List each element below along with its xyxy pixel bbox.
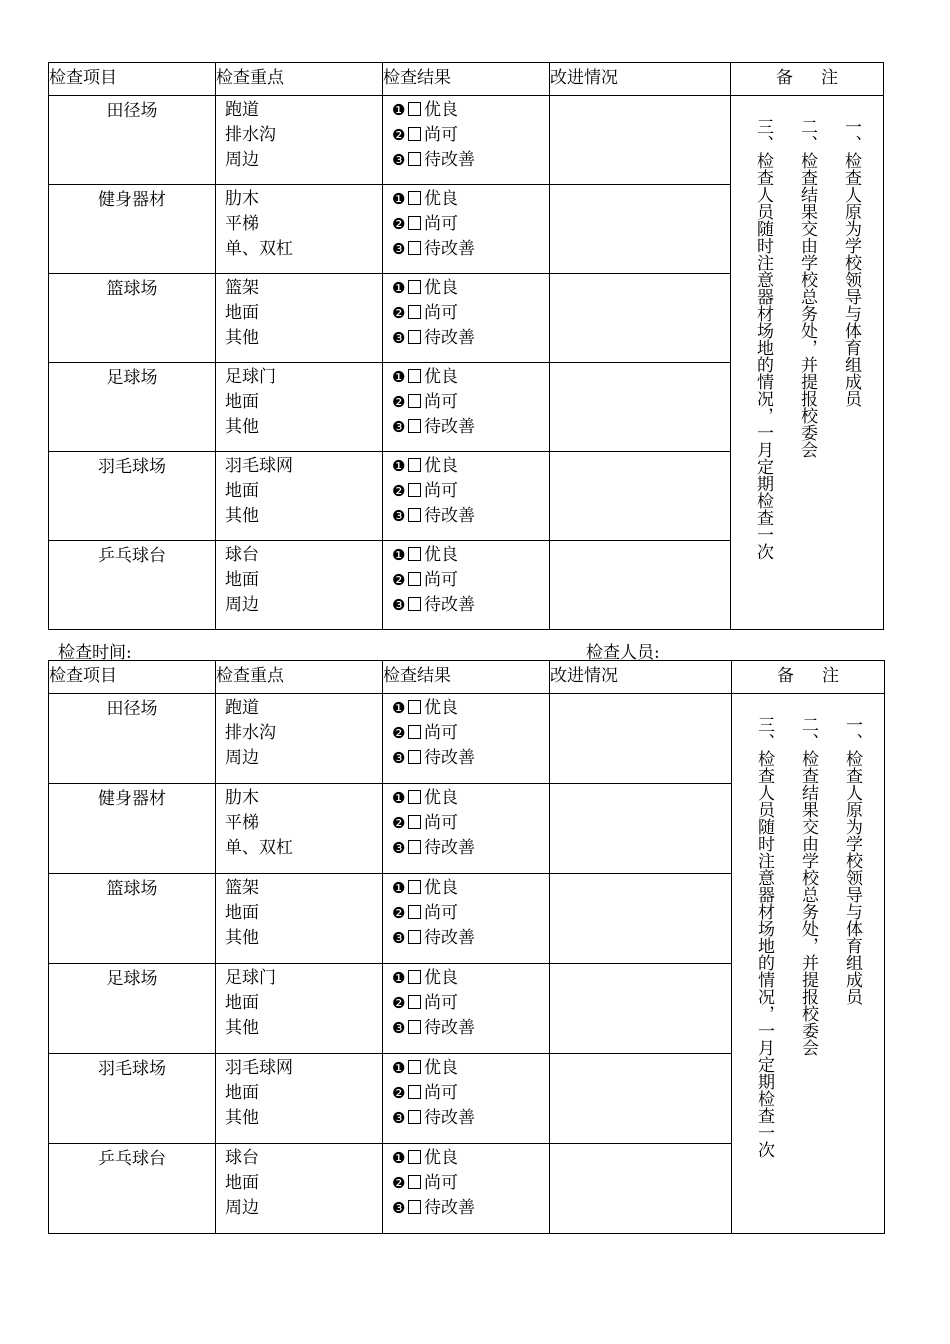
improvement-cell[interactable] xyxy=(550,784,732,874)
inspector-label: 检查人员: xyxy=(586,643,660,663)
focus-point: 其他 xyxy=(225,1018,259,1038)
focus-point: 肋木 xyxy=(225,788,259,808)
option-label: 尚可 xyxy=(424,303,458,323)
check-result xyxy=(383,363,550,452)
note-line: 二、检查结果交由学校总务处，并提报校委会 xyxy=(798,716,818,1056)
option-label: 尚可 xyxy=(424,903,458,923)
option-label: 尚可 xyxy=(424,723,458,743)
checkbox[interactable] xyxy=(408,330,421,344)
option-number: ❶ xyxy=(392,546,406,564)
checkbox[interactable] xyxy=(408,1020,421,1034)
check-result xyxy=(383,274,550,363)
option-number: ❸ xyxy=(392,1019,406,1037)
focus-point: 平梯 xyxy=(225,214,259,234)
option-label: 待改善 xyxy=(424,506,475,526)
option-label: 尚可 xyxy=(424,481,458,501)
result-option[interactable] xyxy=(392,991,549,1016)
checkbox[interactable] xyxy=(408,840,421,854)
focus-point: 地面 xyxy=(225,1173,259,1193)
result-option[interactable] xyxy=(392,212,549,237)
result-option[interactable] xyxy=(392,568,549,593)
inspection-form-1 xyxy=(48,62,884,630)
result-option[interactable] xyxy=(392,454,549,479)
check-focus xyxy=(216,874,383,964)
improvement-cell[interactable] xyxy=(550,1054,732,1144)
focus-point: 其他 xyxy=(225,328,259,348)
option-number: ❷ xyxy=(392,1174,406,1192)
check-result xyxy=(383,1054,550,1144)
table-row xyxy=(49,96,884,185)
option-label: 待改善 xyxy=(424,1018,475,1038)
result-option[interactable] xyxy=(392,415,549,440)
option-label: 待改善 xyxy=(424,838,475,858)
result-option[interactable] xyxy=(392,148,549,173)
option-label: 待改善 xyxy=(424,1198,475,1218)
focus-point: 羽毛球网 xyxy=(225,1058,293,1078)
option-number: ❶ xyxy=(392,1149,406,1167)
focus-point: 排水沟 xyxy=(225,723,276,743)
checkbox[interactable] xyxy=(408,102,421,116)
option-number: ❷ xyxy=(392,482,406,500)
focus-point: 地面 xyxy=(225,570,259,590)
checkbox[interactable] xyxy=(408,305,421,319)
note-line: 一、检查人原为学校领导与体育组成员 xyxy=(841,118,861,407)
improvement-cell[interactable] xyxy=(550,694,732,784)
header-result: 检查结果 xyxy=(383,661,550,694)
result-option[interactable] xyxy=(392,543,549,568)
checkbox[interactable] xyxy=(408,1110,421,1124)
option-number: ❸ xyxy=(392,1199,406,1217)
focus-point: 地面 xyxy=(225,903,259,923)
checkbox[interactable] xyxy=(408,1175,421,1189)
option-label: 尚可 xyxy=(424,813,458,833)
checkbox[interactable] xyxy=(408,241,421,255)
option-label: 优良 xyxy=(424,100,458,120)
check-item: 田径场 xyxy=(49,694,216,784)
check-item: 乒乓球台 xyxy=(49,1144,216,1234)
focus-point: 单、双杠 xyxy=(225,838,293,858)
option-label: 待改善 xyxy=(424,239,475,259)
header-improve: 改进情况 xyxy=(550,661,732,694)
option-number: ❷ xyxy=(392,571,406,589)
option-label: 待改善 xyxy=(424,748,475,768)
option-label: 尚可 xyxy=(424,214,458,234)
focus-point: 跑道 xyxy=(225,100,259,120)
result-option[interactable] xyxy=(392,123,549,148)
focus-point: 排水沟 xyxy=(225,125,276,145)
option-number: ❸ xyxy=(392,329,406,347)
option-label: 尚可 xyxy=(424,392,458,412)
result-option[interactable] xyxy=(392,504,549,529)
table-row xyxy=(49,694,885,784)
focus-point: 地面 xyxy=(225,481,259,501)
checkbox[interactable] xyxy=(408,970,421,984)
checkbox[interactable] xyxy=(408,1085,421,1099)
check-result xyxy=(383,96,550,185)
option-number: ❷ xyxy=(392,393,406,411)
result-option[interactable] xyxy=(392,479,549,504)
checkbox[interactable] xyxy=(408,905,421,919)
check-item: 足球场 xyxy=(49,964,216,1054)
result-option[interactable] xyxy=(392,326,549,351)
improvement-cell[interactable] xyxy=(550,964,732,1054)
focus-point: 地面 xyxy=(225,392,259,412)
checkbox[interactable] xyxy=(408,369,421,383)
improvement-cell[interactable] xyxy=(550,452,731,541)
check-item: 乒乓球台 xyxy=(49,541,216,630)
improvement-cell[interactable] xyxy=(550,874,732,964)
focus-point: 篮架 xyxy=(225,878,259,898)
header-row xyxy=(49,63,884,96)
check-focus xyxy=(216,363,383,452)
focus-point: 地面 xyxy=(225,303,259,323)
option-label: 优良 xyxy=(424,367,458,387)
result-option[interactable] xyxy=(392,237,549,262)
option-label: 优良 xyxy=(424,968,458,988)
note-line: 三、检查人员随时注意器材场地的情况，一月定期检查一次 xyxy=(754,716,774,1158)
option-label: 优良 xyxy=(424,278,458,298)
focus-point: 其他 xyxy=(225,417,259,437)
result-option[interactable] xyxy=(392,1081,549,1106)
result-option[interactable] xyxy=(392,276,549,301)
checkbox[interactable] xyxy=(408,191,421,205)
option-number: ❷ xyxy=(392,1084,406,1102)
header-notes: 备 注 xyxy=(731,63,884,96)
option-label: 尚可 xyxy=(424,993,458,1013)
checkbox[interactable] xyxy=(408,1150,421,1164)
result-option[interactable] xyxy=(392,390,549,415)
result-option[interactable] xyxy=(392,98,549,123)
result-option[interactable] xyxy=(392,1196,549,1221)
focus-point: 周边 xyxy=(225,595,259,615)
option-number: ❶ xyxy=(392,190,406,208)
option-number: ❸ xyxy=(392,749,406,767)
result-option[interactable] xyxy=(392,746,549,771)
check-result xyxy=(383,964,550,1054)
checkbox[interactable] xyxy=(408,700,421,714)
option-number: ❷ xyxy=(392,904,406,922)
checkbox[interactable] xyxy=(408,280,421,294)
improvement-cell[interactable] xyxy=(550,1144,732,1234)
checkbox[interactable] xyxy=(408,725,421,739)
check-focus xyxy=(216,1144,383,1234)
option-label: 优良 xyxy=(424,878,458,898)
note-line: 三、检查人员随时注意器材场地的情况，一月定期检查一次 xyxy=(753,118,773,560)
option-number: ❸ xyxy=(392,929,406,947)
note-line: 一、检查人原为学校领导与体育组成员 xyxy=(842,716,862,1005)
header-item: 检查项目 xyxy=(49,63,216,96)
checkbox[interactable] xyxy=(408,815,421,829)
focus-point: 球台 xyxy=(225,1148,259,1168)
option-number: ❶ xyxy=(392,279,406,297)
focus-point: 其他 xyxy=(225,506,259,526)
option-number: ❸ xyxy=(392,151,406,169)
notes-cell xyxy=(732,694,885,1234)
focus-point: 周边 xyxy=(225,150,259,170)
result-option[interactable] xyxy=(392,966,549,991)
checkbox[interactable] xyxy=(408,995,421,1009)
check-focus xyxy=(216,784,383,874)
checkbox[interactable] xyxy=(408,152,421,166)
option-number: ❶ xyxy=(392,368,406,386)
option-number: ❸ xyxy=(392,596,406,614)
checkbox[interactable] xyxy=(408,547,421,561)
result-option[interactable] xyxy=(392,593,549,618)
check-focus xyxy=(216,274,383,363)
checkbox[interactable] xyxy=(408,127,421,141)
focus-point: 其他 xyxy=(225,1108,259,1128)
check-result xyxy=(383,452,550,541)
check-focus xyxy=(216,1054,383,1144)
checkbox[interactable] xyxy=(408,419,421,433)
result-option[interactable] xyxy=(392,1106,549,1131)
focus-point: 羽毛球网 xyxy=(225,456,293,476)
focus-point: 单、双杠 xyxy=(225,239,293,259)
check-result xyxy=(383,185,550,274)
check-result xyxy=(383,874,550,964)
option-label: 尚可 xyxy=(424,1083,458,1103)
check-item: 足球场 xyxy=(49,363,216,452)
result-option[interactable] xyxy=(392,1171,549,1196)
option-label: 待改善 xyxy=(424,1108,475,1128)
check-item: 羽毛球场 xyxy=(49,452,216,541)
checkbox[interactable] xyxy=(408,1200,421,1214)
option-number: ❶ xyxy=(392,879,406,897)
check-focus xyxy=(216,185,383,274)
option-label: 待改善 xyxy=(424,595,475,615)
check-item: 田径场 xyxy=(49,96,216,185)
option-number: ❶ xyxy=(392,699,406,717)
improvement-cell[interactable] xyxy=(550,274,731,363)
option-number: ❷ xyxy=(392,724,406,742)
checkbox[interactable] xyxy=(408,572,421,586)
result-option[interactable] xyxy=(392,365,549,390)
checkbox[interactable] xyxy=(408,880,421,894)
option-number: ❸ xyxy=(392,839,406,857)
result-option[interactable] xyxy=(392,1056,549,1081)
check-result xyxy=(383,784,550,874)
check-result xyxy=(383,541,550,630)
checkbox[interactable] xyxy=(408,790,421,804)
focus-point: 肋木 xyxy=(225,189,259,209)
check-focus xyxy=(216,964,383,1054)
option-label: 优良 xyxy=(424,189,458,209)
check-focus xyxy=(216,694,383,784)
focus-point: 周边 xyxy=(225,1198,259,1218)
result-option[interactable] xyxy=(392,1016,549,1041)
result-option[interactable] xyxy=(392,926,549,951)
focus-point: 地面 xyxy=(225,1083,259,1103)
header-improve: 改进情况 xyxy=(550,63,731,96)
option-label: 优良 xyxy=(424,788,458,808)
inspection-table xyxy=(48,62,884,630)
option-number: ❶ xyxy=(392,101,406,119)
option-number: ❷ xyxy=(392,304,406,322)
check-item: 篮球场 xyxy=(49,874,216,964)
option-number: ❶ xyxy=(392,789,406,807)
option-label: 待改善 xyxy=(424,928,475,948)
option-label: 优良 xyxy=(424,1148,458,1168)
checkbox[interactable] xyxy=(408,508,421,522)
result-option[interactable] xyxy=(392,721,549,746)
option-number: ❸ xyxy=(392,240,406,258)
check-focus xyxy=(216,452,383,541)
option-number: ❶ xyxy=(392,1059,406,1077)
option-label: 待改善 xyxy=(424,417,475,437)
option-number: ❸ xyxy=(392,1109,406,1127)
check-item: 健身器材 xyxy=(49,185,216,274)
focus-point: 足球门 xyxy=(225,968,276,988)
check-result xyxy=(383,694,550,784)
checkbox[interactable] xyxy=(408,483,421,497)
option-label: 优良 xyxy=(424,545,458,565)
focus-point: 其他 xyxy=(225,928,259,948)
option-number: ❶ xyxy=(392,969,406,987)
focus-point: 球台 xyxy=(225,545,259,565)
header-focus: 检查重点 xyxy=(216,661,383,694)
inspection-time-label: 检查时间: xyxy=(58,643,132,663)
option-number: ❷ xyxy=(392,814,406,832)
option-label: 待改善 xyxy=(424,328,475,348)
check-focus xyxy=(216,96,383,185)
check-item: 健身器材 xyxy=(49,784,216,874)
header-row xyxy=(49,661,885,694)
header-focus: 检查重点 xyxy=(216,63,383,96)
checkbox[interactable] xyxy=(408,930,421,944)
option-label: 尚可 xyxy=(424,125,458,145)
improvement-cell[interactable] xyxy=(550,541,731,630)
checkbox[interactable] xyxy=(408,216,421,230)
check-result xyxy=(383,1144,550,1234)
result-option[interactable] xyxy=(392,301,549,326)
focus-point: 平梯 xyxy=(225,813,259,833)
inspection-form-2 xyxy=(48,660,885,1234)
option-number: ❸ xyxy=(392,418,406,436)
check-item: 羽毛球场 xyxy=(49,1054,216,1144)
result-option[interactable] xyxy=(392,876,549,901)
result-option[interactable] xyxy=(392,1146,549,1171)
option-label: 优良 xyxy=(424,1058,458,1078)
option-label: 优良 xyxy=(424,698,458,718)
inspection-table xyxy=(48,660,885,1234)
checkbox[interactable] xyxy=(408,597,421,611)
checkbox[interactable] xyxy=(408,458,421,472)
result-option[interactable] xyxy=(392,836,549,861)
checkbox[interactable] xyxy=(408,750,421,764)
improvement-cell[interactable] xyxy=(550,363,731,452)
check-item: 篮球场 xyxy=(49,274,216,363)
notes-cell xyxy=(731,96,884,630)
option-label: 尚可 xyxy=(424,570,458,590)
option-number: ❷ xyxy=(392,126,406,144)
header-notes: 备 注 xyxy=(732,661,885,694)
improvement-cell[interactable] xyxy=(550,185,731,274)
focus-point: 跑道 xyxy=(225,698,259,718)
header-result: 检查结果 xyxy=(383,63,550,96)
result-option[interactable] xyxy=(392,901,549,926)
option-label: 待改善 xyxy=(424,150,475,170)
focus-point: 足球门 xyxy=(225,367,276,387)
option-number: ❶ xyxy=(392,457,406,475)
note-line: 二、检查结果交由学校总务处，并提报校委会 xyxy=(797,118,817,458)
focus-point: 篮架 xyxy=(225,278,259,298)
check-focus xyxy=(216,541,383,630)
result-option[interactable] xyxy=(392,786,549,811)
result-option[interactable] xyxy=(392,696,549,721)
result-option[interactable] xyxy=(392,187,549,212)
checkbox[interactable] xyxy=(408,394,421,408)
option-number: ❷ xyxy=(392,994,406,1012)
improvement-cell[interactable] xyxy=(550,96,731,185)
focus-point: 地面 xyxy=(225,993,259,1013)
option-label: 优良 xyxy=(424,456,458,476)
option-number: ❷ xyxy=(392,215,406,233)
option-label: 尚可 xyxy=(424,1173,458,1193)
checkbox[interactable] xyxy=(408,1060,421,1074)
result-option[interactable] xyxy=(392,811,549,836)
header-item: 检查项目 xyxy=(49,661,216,694)
focus-point: 周边 xyxy=(225,748,259,768)
option-number: ❸ xyxy=(392,507,406,525)
